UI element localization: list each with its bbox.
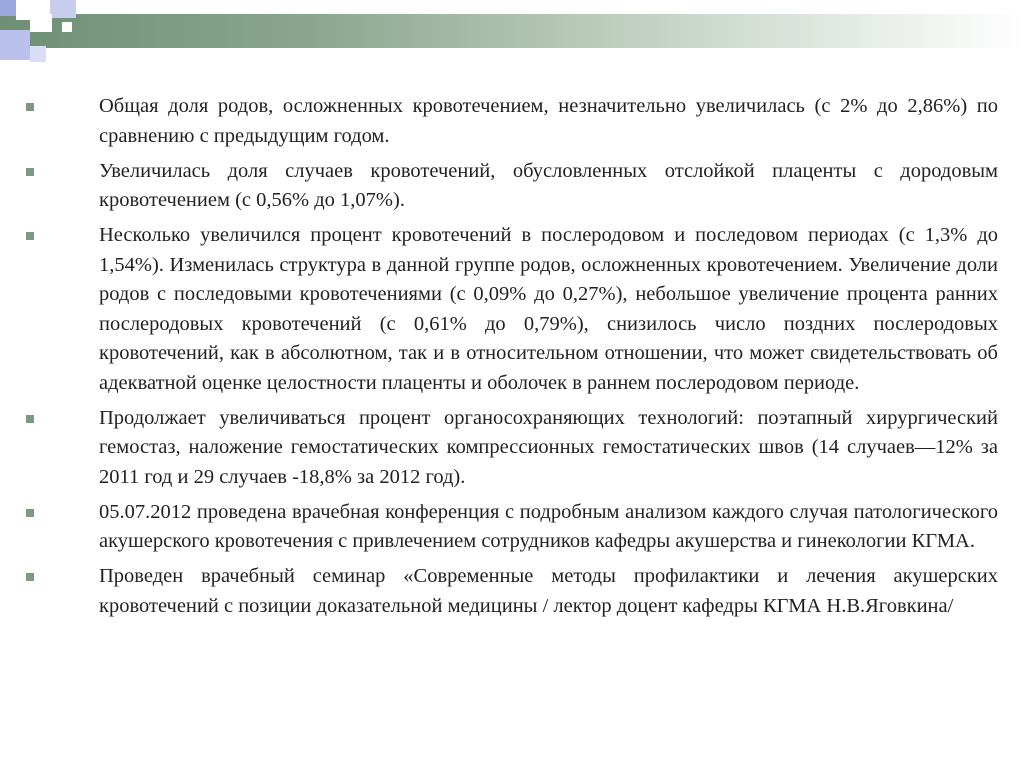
square-bullet-icon [26,509,34,517]
square-bullet-icon [26,232,34,240]
decor-square [30,14,52,32]
list-item [26,498,998,557]
square-bullet-icon [26,573,34,581]
list-item-text: Увеличилась доля случаев кровотечений, обусловленных отслойкой плаценты с дородовым кровотечением (с 0,56% до 1,07%). [99,159,998,211]
list-item-text: Общая доля родов, осложненных кровотечением, незначительно увеличилась (с 2% до 2,86%) по сравнению с предыдущим годом. [99,95,998,147]
decor-square [30,46,46,62]
decor-square [0,30,30,60]
decor-square [0,0,16,16]
list-item-text: Проведен врачебный семинар «Современные методы профилактики и лечения акушерских кровотечений с позиции доказательной медицины / лектор доцент кафедры КГМА Н.В.Яговкина/ [99,565,998,617]
decor-square [50,0,76,18]
list-item [26,404,998,493]
list-item-text: 05.07.2012 проведена врачебная конференция с подробным анализом каждого случая патологического акушерского кровотечения с привлечением сотрудников кафедры акушерства и гинекологии КГМА. [99,500,998,552]
header-gradient-bar [0,14,1024,48]
list-item-text: Несколько увеличился процент кровотечений в послеродовом и последовом периодах (с 1,3% до 1,54%). Изменилась структура в данной группе родов, осложненных кровотечением. Увеличение доли родов с последовыми кровотечениями (с 0,09% до 0,27%), небольшое увеличение процента ранних послеродовых кровотечений (с 0,61% до 0,79%), снизилось число поздних послеродовых кровотечений, как в абсолютном, так и в относительном отношении, что может свидетельствовать об адекватной оценке целостности плаценты и оболочек в раннем послеродовом периоде. [99,224,998,394]
list-item [26,221,998,398]
square-bullet-icon [26,168,34,176]
list-item [26,157,998,216]
list-item [26,92,998,151]
decor-square [62,22,72,32]
bullet-list [26,92,998,627]
square-bullet-icon [26,415,34,423]
square-bullet-icon [26,103,34,111]
list-item [26,562,998,621]
list-item-text: Продолжает увеличиваться процент органосохраняющих технологий: поэтапный хирургический гемостаз, наложение гемостатических компрессионных гемостатических швов (14 случаев—12% за 2011 год и 29 случаев -18,8% за 2012 год). [99,406,998,488]
